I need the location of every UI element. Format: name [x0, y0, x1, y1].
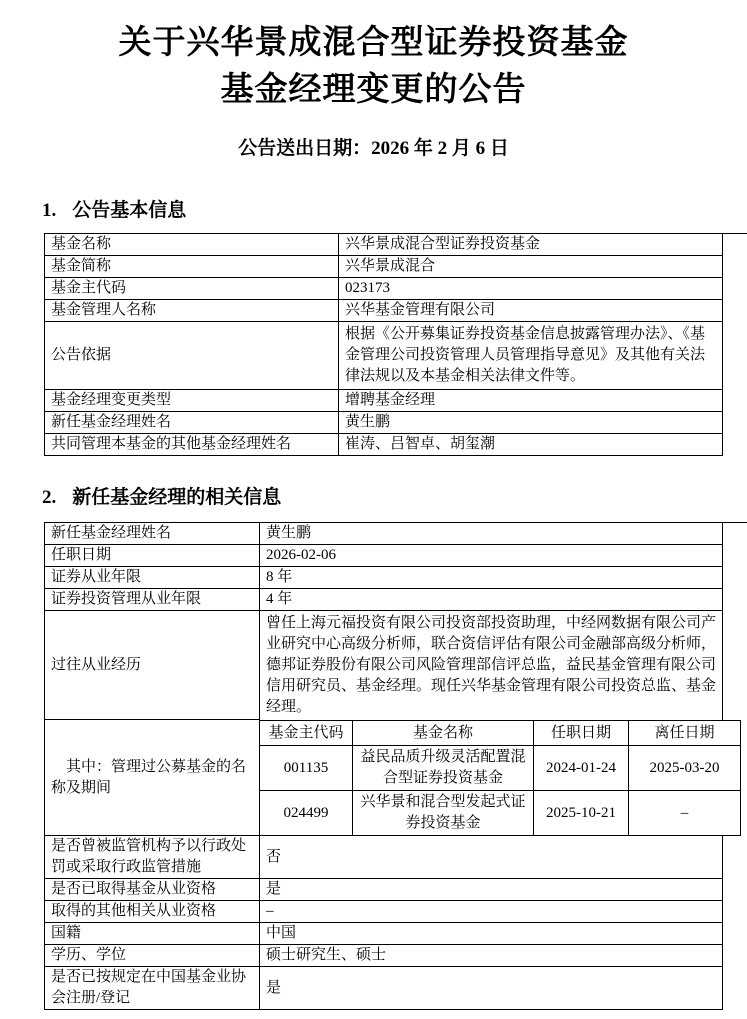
row-label: 是否已按规定在中国基金业协会注册/登记	[45, 967, 260, 1010]
table-row	[45, 589, 747, 611]
row-label: 基金经理变更类型	[45, 390, 339, 412]
col-header-start-date: 任职日期	[534, 720, 629, 746]
section1-title: 公告基本信息	[72, 200, 187, 221]
section2-title: 新任基金经理的相关信息	[72, 487, 282, 508]
managed-funds-table	[260, 720, 741, 836]
table-row	[45, 967, 747, 1010]
row-label: 任职日期	[45, 545, 260, 567]
row-value: 是	[260, 967, 723, 1010]
section2-heading	[42, 486, 747, 510]
row-label: 证券从业年限	[45, 567, 260, 589]
row-label: 证券投资管理从业年限	[45, 589, 260, 611]
table-row	[45, 945, 747, 967]
table-row	[45, 434, 747, 456]
row-label	[45, 720, 260, 836]
row-value: 4 年	[260, 589, 723, 611]
managed-funds-label: 其中：管理过公募基金的名称及期间	[51, 758, 247, 796]
table-row	[45, 412, 747, 434]
row-label: 基金简称	[45, 256, 339, 278]
row-label: 基金名称	[45, 234, 339, 256]
row-value: 否	[260, 836, 723, 879]
row-label: 新任基金经理姓名	[45, 412, 339, 434]
row-value: 兴华基金管理有限公司	[339, 300, 723, 322]
row-label: 基金管理人名称	[45, 300, 339, 322]
row-value: 023173	[339, 278, 723, 300]
row-label: 国籍	[45, 923, 260, 945]
table-row	[45, 923, 747, 945]
fund-end-date: 2025-03-20	[629, 746, 741, 791]
managed-fund-row	[260, 791, 741, 836]
col-header-fund-code: 基金主代码	[260, 720, 353, 746]
row-label: 公告依据	[45, 322, 339, 390]
announcement-document	[0, 20, 747, 1019]
table-row	[45, 256, 747, 278]
row-value: 增聘基金经理	[339, 390, 723, 412]
page-title-line2: 基金经理变更的公告	[220, 72, 527, 108]
row-value: 黄生鹏	[260, 523, 723, 545]
col-header-fund-name: 基金名称	[353, 720, 534, 746]
table-row	[45, 567, 747, 589]
fund-start-date: 2024-01-24	[534, 746, 629, 791]
page-title	[0, 20, 747, 114]
row-value: 曾任上海元福投资有限公司投资部投资助理，中经网数据有限公司产业研究中心高级分析师，联合资信评估有限公司金融部高级分析师，德邦证券股份有限公司风险管理部信评总监，益民基金管理有限公司信用研究员、基金经理。现任兴华基金管理有限公司投资总监、基金经理。	[260, 611, 723, 720]
table-row	[45, 300, 747, 322]
row-value: 8 年	[260, 567, 723, 589]
section2-number: 2.	[42, 487, 57, 508]
row-value: 硕士研究生、硕士	[260, 945, 723, 967]
row-label: 过往从业经历	[45, 611, 260, 720]
row-value: 根据《公开募集证券投资基金信息披露管理办法》、《基金管理公司投资管理人员管理指导意见》及其他有关法律法规以及本基金相关法律文件等。	[339, 322, 723, 390]
table-row	[45, 901, 747, 923]
row-label: 共同管理本基金的其他基金经理姓名	[45, 434, 339, 456]
page-title-line1: 关于兴华景成混合型证券投资基金	[118, 25, 629, 61]
fund-code: 001135	[260, 746, 353, 791]
basic-info-table	[44, 233, 747, 456]
table-row	[45, 611, 747, 720]
managed-funds-row	[45, 720, 747, 836]
row-label: 基金主代码	[45, 278, 339, 300]
table-row	[45, 523, 747, 545]
row-value: 是	[260, 879, 723, 901]
table-row	[45, 545, 747, 567]
table-row	[45, 322, 747, 390]
fund-end-date: –	[629, 791, 741, 836]
managed-fund-row	[260, 746, 741, 791]
row-value: 崔涛、吕智卓、胡玺潮	[339, 434, 723, 456]
table-row	[45, 836, 747, 879]
row-value: 2026-02-06	[260, 545, 723, 567]
row-label: 学历、学位	[45, 945, 260, 967]
table-row	[45, 278, 747, 300]
row-label: 新任基金经理姓名	[45, 523, 260, 545]
manager-info-table	[44, 522, 747, 1010]
row-value: 中国	[260, 923, 723, 945]
fund-start-date: 2025-10-21	[534, 791, 629, 836]
table-row	[45, 879, 747, 901]
row-value: 兴华景成混合型证券投资基金	[339, 234, 723, 256]
fund-name: 益民品质升级灵活配置混合型证券投资基金	[353, 746, 534, 791]
section1-number: 1.	[42, 200, 57, 221]
row-label: 取得的其他相关从业资格	[45, 901, 260, 923]
fund-code: 024499	[260, 791, 353, 836]
row-label: 是否已取得基金从业资格	[45, 879, 260, 901]
row-value: 黄生鹏	[339, 412, 723, 434]
table-row	[45, 234, 747, 256]
fund-name: 兴华景和混合型发起式证券投资基金	[353, 791, 534, 836]
row-value: –	[260, 901, 723, 923]
table-row	[45, 390, 747, 412]
announcement-date: 公告送出日期：2026 年 2 月 6 日	[238, 138, 509, 159]
section1-heading	[42, 199, 747, 223]
row-label: 是否曾被监管机构予以行政处罚或采取行政监管措施	[45, 836, 260, 879]
managed-funds-header-row	[260, 720, 741, 746]
row-value: 兴华景成混合	[339, 256, 723, 278]
col-header-end-date: 离任日期	[629, 720, 741, 746]
